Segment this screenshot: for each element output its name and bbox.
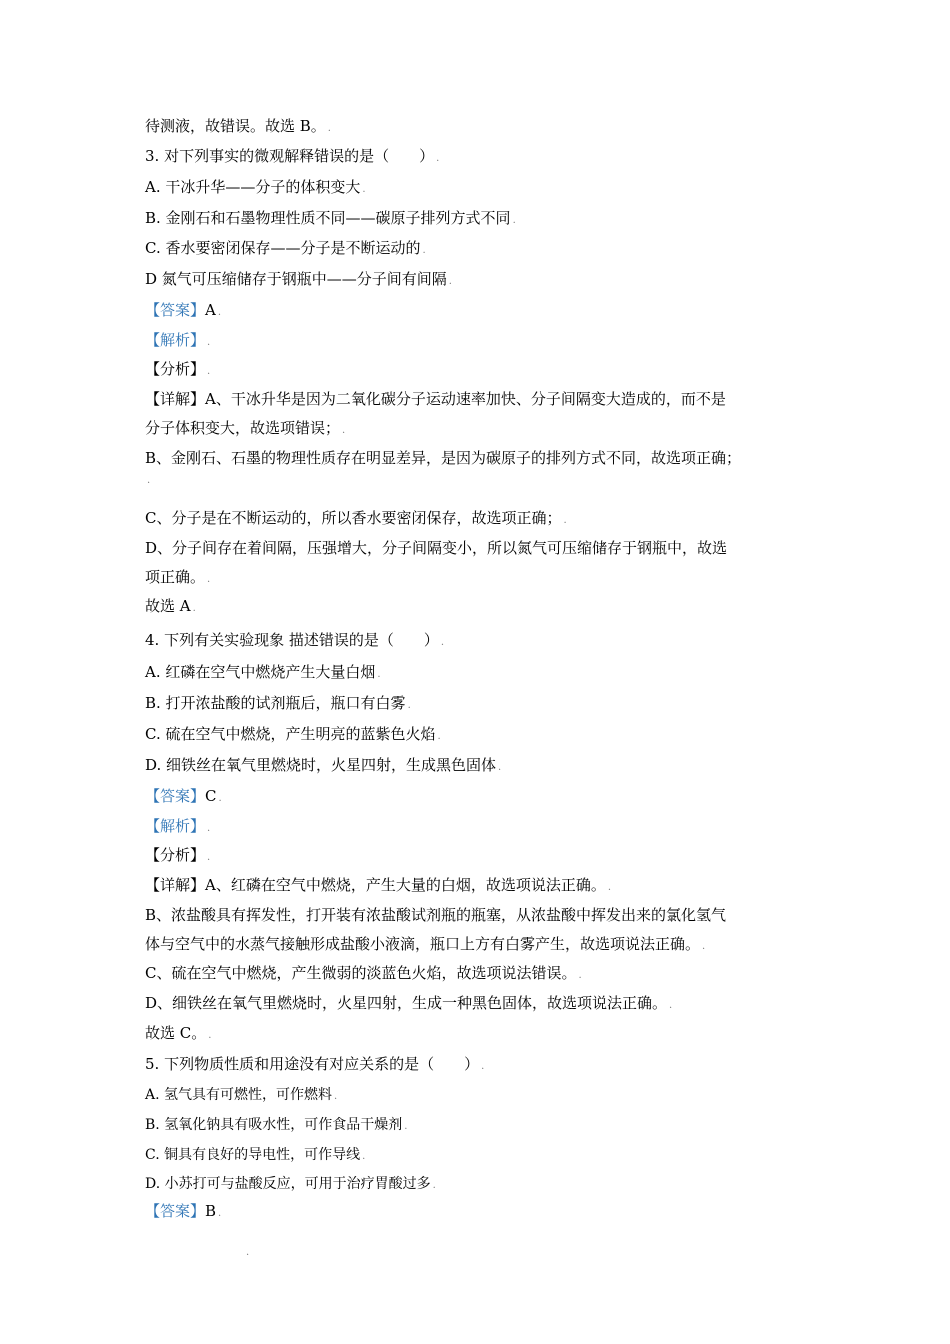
text-line: D、分子间存在着间隔，压强增大，分子间隔变小，所以氮气可压缩储存于钢瓶中，故选 — [145, 539, 728, 557]
text-line: 项正确。 . — [145, 568, 211, 586]
answer-line: 【答案】B . — [145, 1202, 222, 1220]
option-b: B. 氢氧化钠具有吸水性，可作食品干燥剂 . — [145, 1117, 408, 1133]
text-line: 故选 C。 . — [145, 1024, 212, 1042]
question-4-stem: 4. 下列有关实验现象 描述错误的是（ ） . — [145, 631, 445, 649]
option-b: B. 金刚石和石墨物理性质不同——碳原子排列方式不同 . — [145, 209, 516, 227]
text-line: B、浓盐酸具有挥发性，打开装有浓盐酸试剂瓶的瓶塞，从浓盐酸中挥发出来的氯化氢气 — [145, 906, 727, 924]
text-line: C、分子是在不断运动的，所以香水要密闭保存，故选项正确； . — [145, 509, 567, 527]
detail-line: 【详解】A、干冰升华是因为二氧化碳分子运动速率加快、分子间隔变大造成的，而不是 — [145, 390, 726, 408]
question-5-stem: 5. 下列物质性质和用途没有对应关系的是（ ） . — [145, 1055, 485, 1073]
option-a: A. 红磷在空气中燃烧产生大量白烟 . — [145, 663, 381, 681]
option-c: C. 铜具有良好的导电性，可作导线 . — [145, 1147, 366, 1163]
text-line: 待测液，故错误。故选 B。 . — [145, 117, 331, 135]
text-line: C、硫在空气中燃烧，产生微弱的淡蓝色火焰，故选项说法错误。 . — [145, 964, 582, 982]
text-line: 故选 A . — [145, 597, 196, 615]
detail-line: 【详解】A、红磷在空气中燃烧，产生大量的白烟，故选项说法正确。 . — [145, 876, 612, 894]
option-a: A. 干冰升华——分子的体积变大 . — [145, 178, 366, 196]
fenxi-line: 【分析】 . — [145, 360, 211, 378]
paragraph-mark: . — [147, 475, 151, 486]
text-line: 分子体积变大，故选项错误； . — [145, 419, 346, 437]
text-line: D、细铁丝在氧气里燃烧时，火星四射，生成一种黑色固体，故选项说法正确。 . — [145, 994, 673, 1012]
option-c: C. 硫在空气中燃烧，产生明亮的蓝紫色火焰 . — [145, 725, 441, 743]
option-d: D. 小苏打可与盐酸反应，可用于治疗胃酸过多 . — [145, 1176, 436, 1192]
option-b: B. 打开浓盐酸的试剂瓶后，瓶口有白雾 . — [145, 694, 411, 712]
text-line: 体与空气中的水蒸气接触形成盐酸小液滴，瓶口上方有白雾产生，故选项说法正确。 . — [145, 935, 706, 953]
option-a: A. 氢气具有可燃性，可作燃料 . — [145, 1087, 338, 1103]
answer-line: 【答案】A . — [145, 301, 222, 319]
question-3-stem: 3. 对下列事实的微观解释错误的是（ ） . — [145, 147, 440, 165]
option-d: D. 细铁丝在氧气里燃烧时，火星四射，生成黑色固体 . — [145, 756, 502, 774]
option-c: C. 香水要密闭保存——分子是不断运动的 . — [145, 239, 426, 257]
analysis-line: 【解析】 . — [145, 331, 211, 349]
paragraph-mark: . — [246, 1247, 250, 1258]
analysis-line: 【解析】 . — [145, 817, 211, 835]
answer-line: 【答案】C . — [145, 787, 222, 805]
fenxi-line: 【分析】 . — [145, 846, 211, 864]
option-d: D 氮气可压缩储存于钢瓶中——分子间有间隔 . — [145, 270, 452, 288]
text-line: B、金刚石、石墨的物理性质存在明显差异，是因为碳原子的排列方式不同，故选项正确； — [145, 449, 742, 467]
